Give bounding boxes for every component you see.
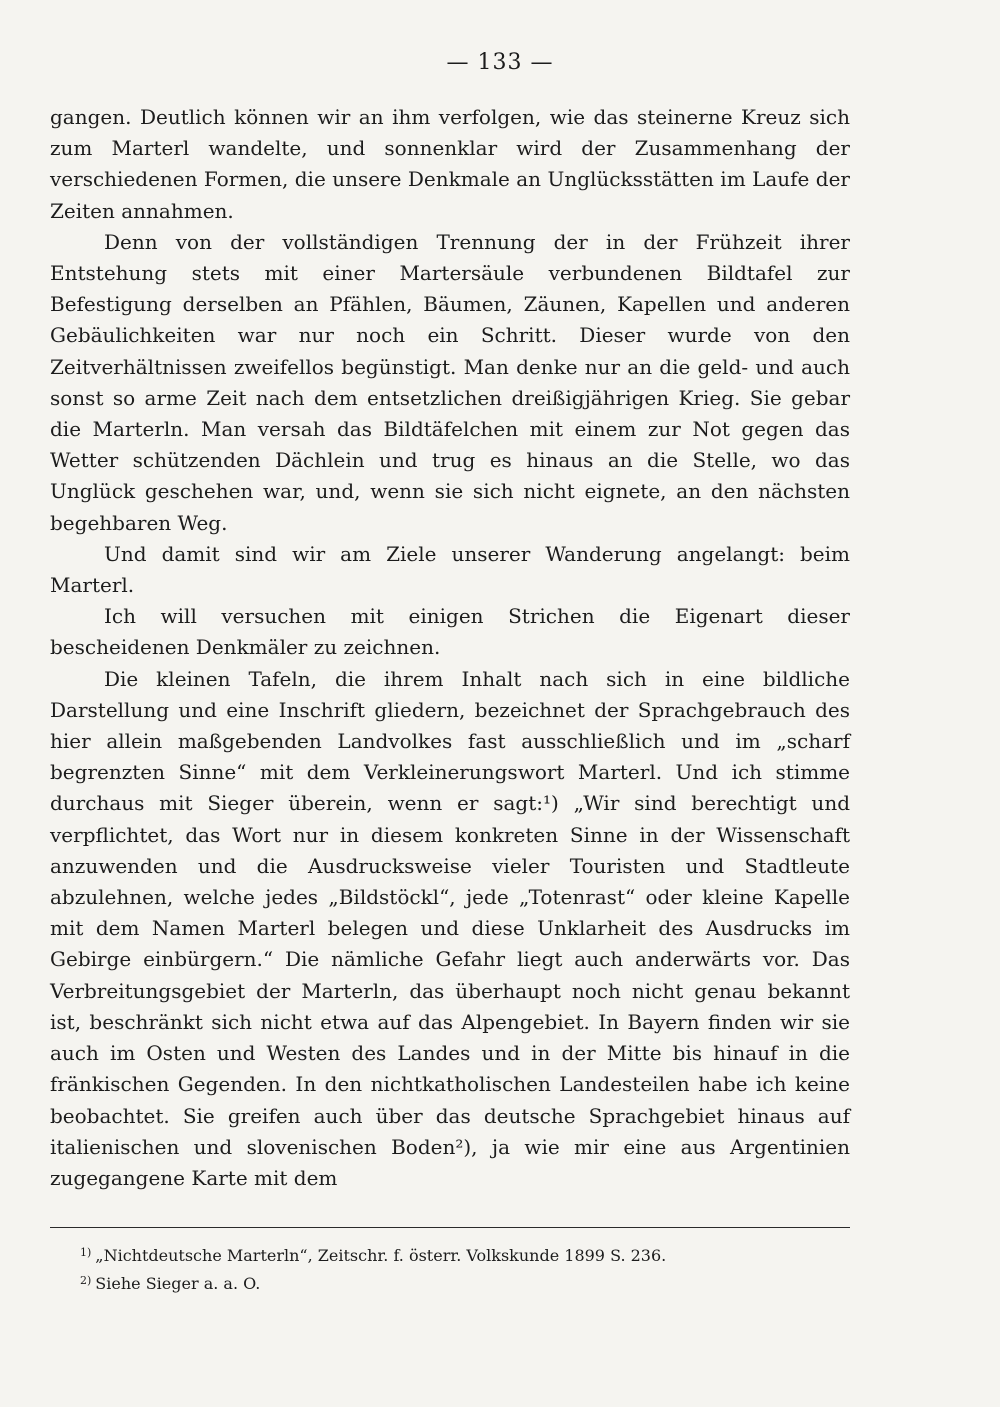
footnote-mark: 1)	[80, 1246, 92, 1259]
paragraph-3: Und damit sind wir am Ziele unserer Wanderung angelangt: beim Marterl.	[50, 541, 850, 598]
footnote-text: Siehe Sieger a. a. O.	[95, 1274, 261, 1293]
paragraph-5: Die kleinen Tafeln, die ihrem Inhalt nach sich in eine bildliche Darstellung und eine Inschrift gliedern, bezeichnet der Sprachgebrauch des hier allein maßgebenden Landvolkes fast ausschließlich und im „scharf begrenzten Sinne“ mit dem Verkleinerungswort Marterl. Und ich stimme durchaus mit Sieger überein, wenn er sagt:¹) „Wir sind berechtigt und verpflichtet, das Wort nur in diesem konkreten Sinne in der Wissenschaft anzuwenden und die Ausdrucksweise vieler Touristen und Stadtleute abzulehnen, welche jedes „Bildstöckl“, jede „Totenrast“ oder kleine Kapelle mit dem Namen Marterl belegen und diese Unklarheit des Ausdrucks im Gebirge einbürgern.“ Die nämliche Gefahr liegt auch anderwärts vor. Das Verbreitungsgebiet der Marterln, das überhaupt noch nicht genau bekannt ist, beschränkt sich nicht etwa auf das Alpengebiet. In Bayern finden wir sie auch im Osten und Westen des Landes und in der Mitte bis hinauf in die fränkischen Gegenden. In den nichtkatholischen Landesteilen habe ich keine beobachtet. Sie greifen auch über das deutsche Sprachgebiet hinaus auf italienischen und slovenischen Boden²), ja wie mir eine aus Argentinien zugegangene Karte mit dem	[50, 666, 850, 1190]
footnote-1	[80, 1240, 850, 1268]
paragraph-1: gangen. Deutlich können wir an ihm verfolgen, wie das steinerne Kreuz sich zum Marterl wandelte, und sonnenklar wird der Zusammenhang der verschiedenen Formen, die unsere Denkmale an Unglücksstätten im Laufe der Zeiten annahmen.	[50, 105, 850, 223]
footnote-2	[80, 1268, 850, 1296]
footnote-mark: 2)	[80, 1274, 92, 1287]
paragraph-4: Ich will versuchen mit einigen Strichen die Eigenart dieser bescheidenen Denkmäler zu zeichnen.	[50, 604, 850, 660]
footnotes	[80, 1240, 850, 1296]
footnote-divider	[50, 1227, 850, 1228]
page-number: — 133 —	[446, 50, 554, 75]
footnote-text: „Nichtdeutsche Marterln“, Zeitschr. f. österr. Volkskunde 1899 S. 236.	[95, 1246, 667, 1265]
body-text	[50, 102, 850, 1194]
paragraph-2: Denn von der vollständigen Trennung der in der Frühzeit ihrer Entstehung stets mit einer Martersäule verbundenen Bildtafel zur Befestigung derselben an Pfählen, Bäumen, Zäunen, Kapellen und anderen Gebäulichkeiten war nur noch ein Schritt. Dieser wurde von den Zeitverhältnissen zweifellos begünstigt. Man denke nur an die geld- und auch sonst so arme Zeit nach dem entsetzlichen dreißigjährigen Krieg. Sie gebar die Marterln. Man versah das Bildtäfelchen mit einem zur Not gegen das Wetter schützenden Dächlein und trug es hinaus an die Stelle, wo das Unglück geschehen war, und, wenn sie sich nicht eignete, an den nächsten begehbaren Weg.	[50, 229, 850, 535]
